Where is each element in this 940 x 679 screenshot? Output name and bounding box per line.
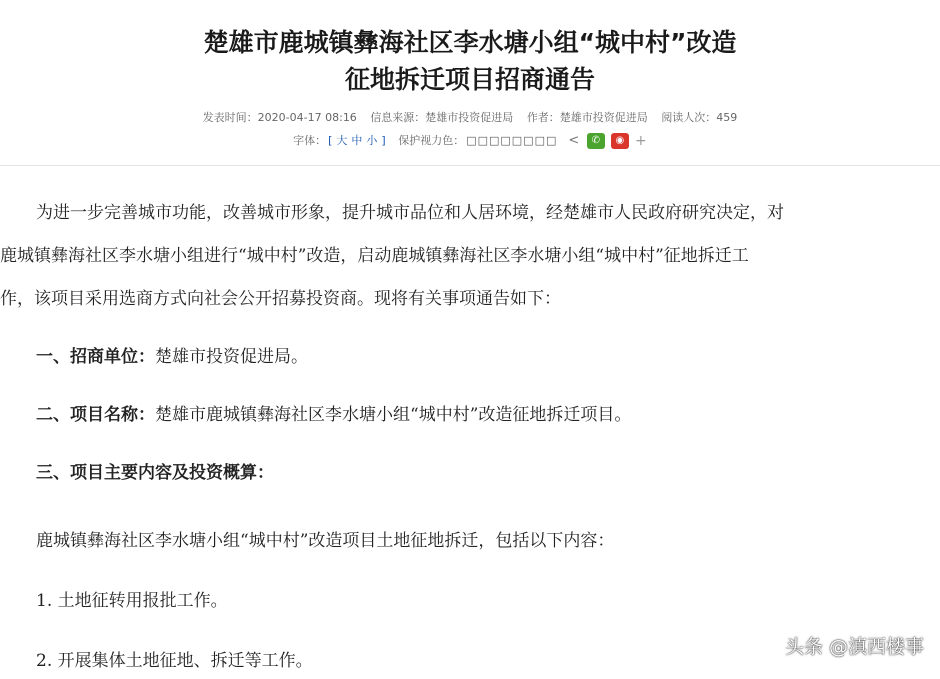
- paragraph-intro-line2: 鹿城镇彝海社区李水塘小组进行“城中村”改造，启动鹿城镇彝海社区李水塘小组“城中村”征地拆迁工: [0, 246, 749, 266]
- plus-icon[interactable]: +: [635, 133, 647, 149]
- section-project-content: [36, 460, 274, 486]
- section-heading: 一、招商单位：: [36, 347, 155, 367]
- info-source: 信息来源：楚雄市投资促进局: [370, 111, 514, 124]
- section-heading: 三、项目主要内容及投资概算：: [36, 463, 274, 483]
- wechat-icon[interactable]: ✆: [587, 133, 605, 149]
- section-text: 楚雄市投资促进局。: [155, 347, 308, 367]
- share-icon[interactable]: <: [568, 133, 580, 148]
- paragraph-intro-line3: 作，该项目采用选商方式向社会公开招募投资商。现将有关事项通告如下：: [0, 289, 561, 309]
- article-header: [0, 0, 940, 165]
- author: 作者：楚雄市投资促进局: [526, 111, 648, 124]
- section-text: 楚雄市鹿城镇彝海社区李水塘小组“城中村”改造征地拆迁项目。: [155, 405, 632, 425]
- font-size-small-button[interactable]: 小: [366, 134, 378, 147]
- weibo-icon[interactable]: ◉: [611, 133, 629, 149]
- watermark: 头条 @滇西楼事: [784, 636, 924, 658]
- article-tools: [0, 132, 940, 150]
- eye-care-color-swatches[interactable]: □□□□□□□□: [466, 134, 558, 147]
- section-investment-unit: [36, 344, 308, 370]
- font-size-label: 字体：: [293, 134, 327, 147]
- article-meta: [0, 110, 940, 126]
- font-bracket-open: [: [328, 134, 333, 147]
- view-count: 阅读人次：459: [661, 111, 738, 124]
- article-title-line2: 征地拆迁项目招商通告: [344, 65, 595, 94]
- font-size-switcher: [326, 134, 388, 147]
- paragraph-content-intro: 鹿城镇彝海社区李水塘小组“城中村”改造项目土地征地拆迁，包括以下内容：: [36, 531, 615, 551]
- font-size-large-button[interactable]: 大: [336, 134, 348, 147]
- font-size-medium-button[interactable]: 中: [351, 134, 363, 147]
- paragraph-intro-line1: 为进一步完善城市功能，改善城市形象，提升城市品位和人居环境，经楚雄市人民政府研究决定，对: [36, 203, 784, 223]
- section-project-name: [36, 402, 631, 428]
- list-item: 2. 开展集体土地征地、拆迁等工作。: [36, 651, 313, 671]
- header-divider: [0, 165, 940, 166]
- list-item: 1. 土地征转用报批工作。: [36, 591, 228, 611]
- eye-care-label: 保护视力色：: [398, 134, 465, 147]
- publish-time: 发表时间：2020-04-17 08:16: [202, 111, 357, 124]
- font-bracket-close: ]: [381, 134, 386, 147]
- section-heading: 二、项目名称：: [36, 405, 155, 425]
- article-title-line1: 楚雄市鹿城镇彝海社区李水塘小组“城中村”改造: [203, 28, 737, 57]
